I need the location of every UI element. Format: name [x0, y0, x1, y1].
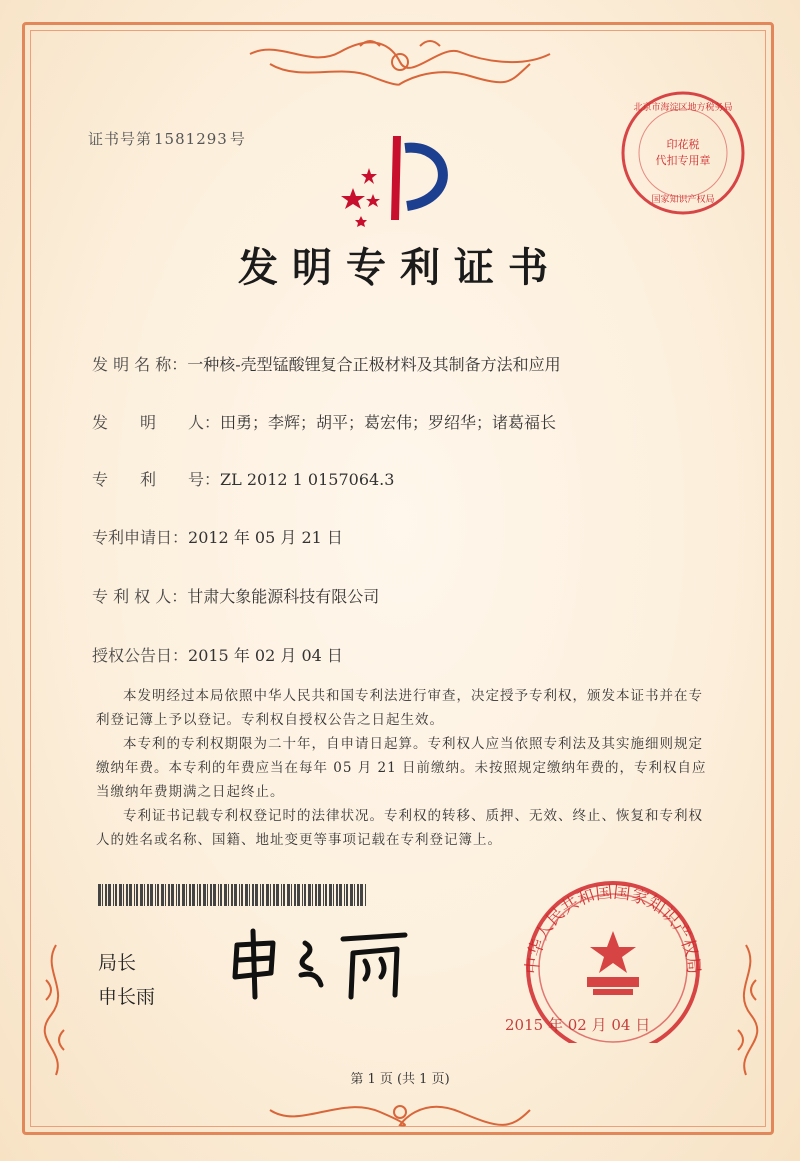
grant-date-label: 授权公告日： [92, 646, 189, 665]
patent-number-value: ZL 2012 1 0157064.3 [220, 470, 395, 489]
body-paragraph: 本发明经过本局依照中华人民共和国专利法进行审查，决定授予专利权，颁发本证书并在专利登记簿上予以登记。专利权自授权公告之日起生效。 [96, 688, 703, 728]
invention-name-row [92, 352, 561, 375]
certificate-body [96, 684, 708, 852]
svg-text:印花税: 印花税 [666, 138, 700, 151]
body-paragraph: 本专利的专利权期限为二十年，自申请日起算。专利权人应当依照专利法及其实施细则规定缴纳年费。本专利的年费应当在每年 05 月 21 日前缴纳。未按照规定缴纳年费的，专利权自应当缴纳年费期满之日起终止。 [96, 736, 707, 800]
barcode [98, 884, 368, 906]
patentee-label: 专 利 权 人： [92, 587, 188, 606]
inventors-value: 田勇；李辉；胡平；葛宏伟；罗绍华；诸葛福长 [220, 413, 557, 432]
inventors-label: 发 明 人： [92, 413, 221, 432]
patentee-value: 甘肃大象能源科技有限公司 [187, 587, 380, 606]
svg-text:中华人民共和国国家知识产权局: 中华人民共和国国家知识产权局 [522, 882, 704, 975]
grant-date-row [92, 643, 343, 666]
bottom-ornament [260, 1090, 540, 1135]
certificate-title: 发明专利证书 [238, 244, 562, 291]
application-date-value: 2012 年 05 月 21 日 [188, 528, 343, 547]
tax-stamp [618, 88, 748, 218]
patent-number-label: 专 利 号： [92, 470, 221, 489]
patent-office-logo [335, 128, 465, 228]
invention-name-value: 一种核-壳型锰酸锂复合正极材料及其制备方法和应用 [187, 355, 561, 374]
certificate-number-label: 证书号第 [88, 130, 153, 148]
page-footer: 第 1 页 (共 1 页) [350, 1072, 450, 1087]
application-date-row [92, 525, 343, 548]
svg-text:国家知识产权局: 国家知识产权局 [651, 195, 715, 205]
inventors-row [92, 410, 556, 433]
certificate-number [88, 128, 248, 149]
body-paragraph: 专利证书记载专利权登记时的法律状况。专利权的转移、质押、无效、终止、恢复和专利权人的姓名或名称、国籍、地址变更等事项记载在专利登记簿上。 [96, 808, 703, 848]
certificate-number-suffix: 号 [229, 130, 246, 148]
director-signature [225, 925, 425, 1005]
top-ornament [240, 34, 560, 94]
application-date-label: 专利申请日： [92, 528, 189, 547]
seal-date: 2015 年 02 月 04 日 [505, 1016, 651, 1034]
certificate-number-value: 1581293 [154, 130, 228, 148]
patent-number-row [92, 467, 394, 490]
director-name: 申长雨 [98, 986, 156, 1008]
svg-text:代扣专用章: 代扣专用章 [655, 154, 711, 167]
patentee-row [92, 584, 379, 607]
left-ornament [36, 940, 76, 1080]
svg-text:北京市海淀区地方税务局: 北京市海淀区地方税务局 [633, 103, 733, 113]
director-title: 局长 [98, 952, 137, 974]
invention-name-label: 发 明 名 称： [92, 355, 188, 374]
grant-date-value: 2015 年 02 月 04 日 [188, 646, 343, 665]
